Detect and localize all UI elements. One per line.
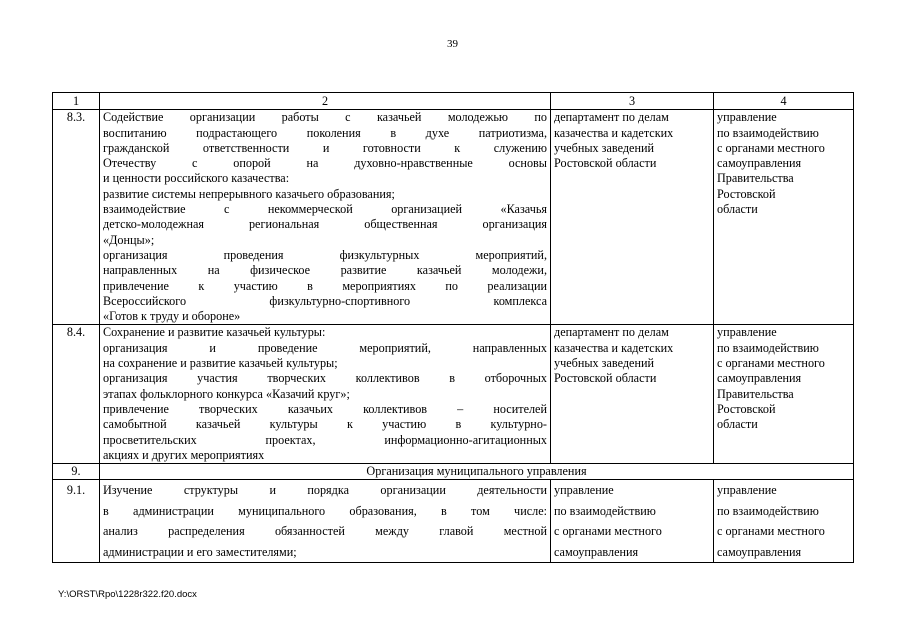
executor-line: по взаимодействию (554, 503, 656, 518)
header-col-2: 2 (100, 93, 551, 110)
row-description (100, 325, 551, 464)
description-line: привлечение к участию в мероприятиях по реализации (103, 278, 547, 293)
coexecutor-line: по взаимодействию (717, 503, 819, 518)
executor-line: казачества и кадетских (554, 340, 674, 355)
row-coexecutor (714, 325, 854, 464)
description-line: администрации и его заместителями; (103, 544, 297, 559)
description-line: «Донцы»; (103, 232, 155, 247)
executor-line: с органами местного (554, 524, 662, 539)
table-header-row (53, 93, 854, 110)
executor-line: Ростовской области (554, 156, 657, 171)
description-line: просветительских проектах, информационно-агитационных (103, 432, 547, 447)
coexecutor-line: самоуправления (717, 156, 802, 171)
coexecutor-line: управление (717, 110, 777, 125)
coexecutor-line: области (717, 417, 758, 432)
row-executor (551, 480, 714, 563)
description-line: развитие системы непрерывного казачьего образования; (103, 186, 395, 201)
row-executor (551, 325, 714, 464)
header-col-3: 3 (551, 93, 714, 110)
description-line: и ценности российского казачества: (103, 171, 290, 186)
table-row (53, 110, 854, 325)
plan-table (52, 92, 854, 563)
description-line: воспитанию подрастающего поколения в духе патриотизма, (103, 125, 547, 140)
coexecutor-line: с органами местного (717, 140, 825, 155)
description-line: детско-молодежная региональная общественная организация (103, 217, 547, 232)
executor-line: департамент по делам (554, 325, 669, 340)
section-number: 9. (53, 464, 100, 480)
executor-line: самоуправления (554, 544, 639, 559)
coexecutor-line: Правительства Ростовской (717, 386, 794, 416)
executor-line: учебных заведений (554, 140, 655, 155)
description-line: «Готов к труду и обороне» (103, 309, 241, 324)
executor-line: Ростовской области (554, 371, 657, 386)
description-line: гражданской ответственности и готовности к служению (103, 140, 547, 155)
coexecutor-line: области (717, 202, 758, 217)
description-line: Сохранение и развитие казачьей культуры: (103, 325, 326, 340)
file-path-footer: Y:\ORST\Rpo\1228r322.f20.docx (58, 589, 197, 600)
section-title: Организация муниципального управления (100, 464, 854, 480)
coexecutor-line: самоуправления (717, 371, 802, 386)
header-col-1: 1 (53, 93, 100, 110)
executor-line: департамент по делам (554, 110, 669, 125)
description-line: привлечение творческих казачьих коллективов – носителей (103, 401, 547, 416)
description-line: самобытной казачьей культуры к участию в культурно- (103, 417, 547, 432)
description-line: организация проведения физкультурных мероприятий, (103, 247, 547, 262)
section-row (53, 464, 854, 480)
coexecutor-line: по взаимодействию (717, 340, 819, 355)
row-coexecutor (714, 110, 854, 325)
description-line: взаимодействие с некоммерческой организацией «Казачья (103, 202, 547, 217)
coexecutor-line: Правительства Ростовской (717, 171, 794, 201)
description-line: организация и проведение мероприятий, направленных (103, 340, 547, 355)
executor-line: управление (554, 483, 614, 498)
description-line: Изучение структуры и порядка организации деятельности (103, 483, 547, 498)
description-line: Всероссийского физкультурно-спортивного комплекса (103, 293, 547, 308)
row-coexecutor (714, 480, 854, 563)
coexecutor-line: по взаимодействию (717, 125, 819, 140)
table-row (53, 480, 854, 563)
row-description (100, 110, 551, 325)
description-line: Отечеству с опорой на духовно-нравственные основы (103, 156, 547, 171)
coexecutor-line: самоуправления (717, 544, 802, 559)
row-description (100, 480, 551, 563)
row-number: 8.4. (53, 325, 100, 464)
table-row (53, 325, 854, 464)
description-line: на сохранение и развитие казачьей культуры; (103, 356, 338, 371)
row-number: 8.3. (53, 110, 100, 325)
header-col-4: 4 (714, 93, 854, 110)
row-number: 9.1. (53, 480, 100, 563)
description-line: организация участия творческих коллективов в отборочных (103, 371, 547, 386)
description-line: Содействие организации работы с казачьей молодежью по (103, 110, 547, 125)
description-line: анализ распределения обязанностей между главой местной (103, 524, 547, 539)
description-line: акциях и других мероприятиях (103, 447, 265, 462)
description-line: в администрации муниципального образования, в том числе: (103, 503, 547, 518)
coexecutor-line: с органами местного (717, 356, 825, 371)
page-number: 39 (447, 38, 458, 50)
coexecutor-line: управление (717, 483, 777, 498)
executor-line: учебных заведений (554, 356, 655, 371)
coexecutor-line: управление (717, 325, 777, 340)
executor-line: казачества и кадетских (554, 125, 674, 140)
description-line: направленных на физическое развитие казачьей молодежи, (103, 263, 547, 278)
row-executor (551, 110, 714, 325)
description-line: этапах фольклорного конкурса «Казачий круг»; (103, 386, 350, 401)
coexecutor-line: с органами местного (717, 524, 825, 539)
